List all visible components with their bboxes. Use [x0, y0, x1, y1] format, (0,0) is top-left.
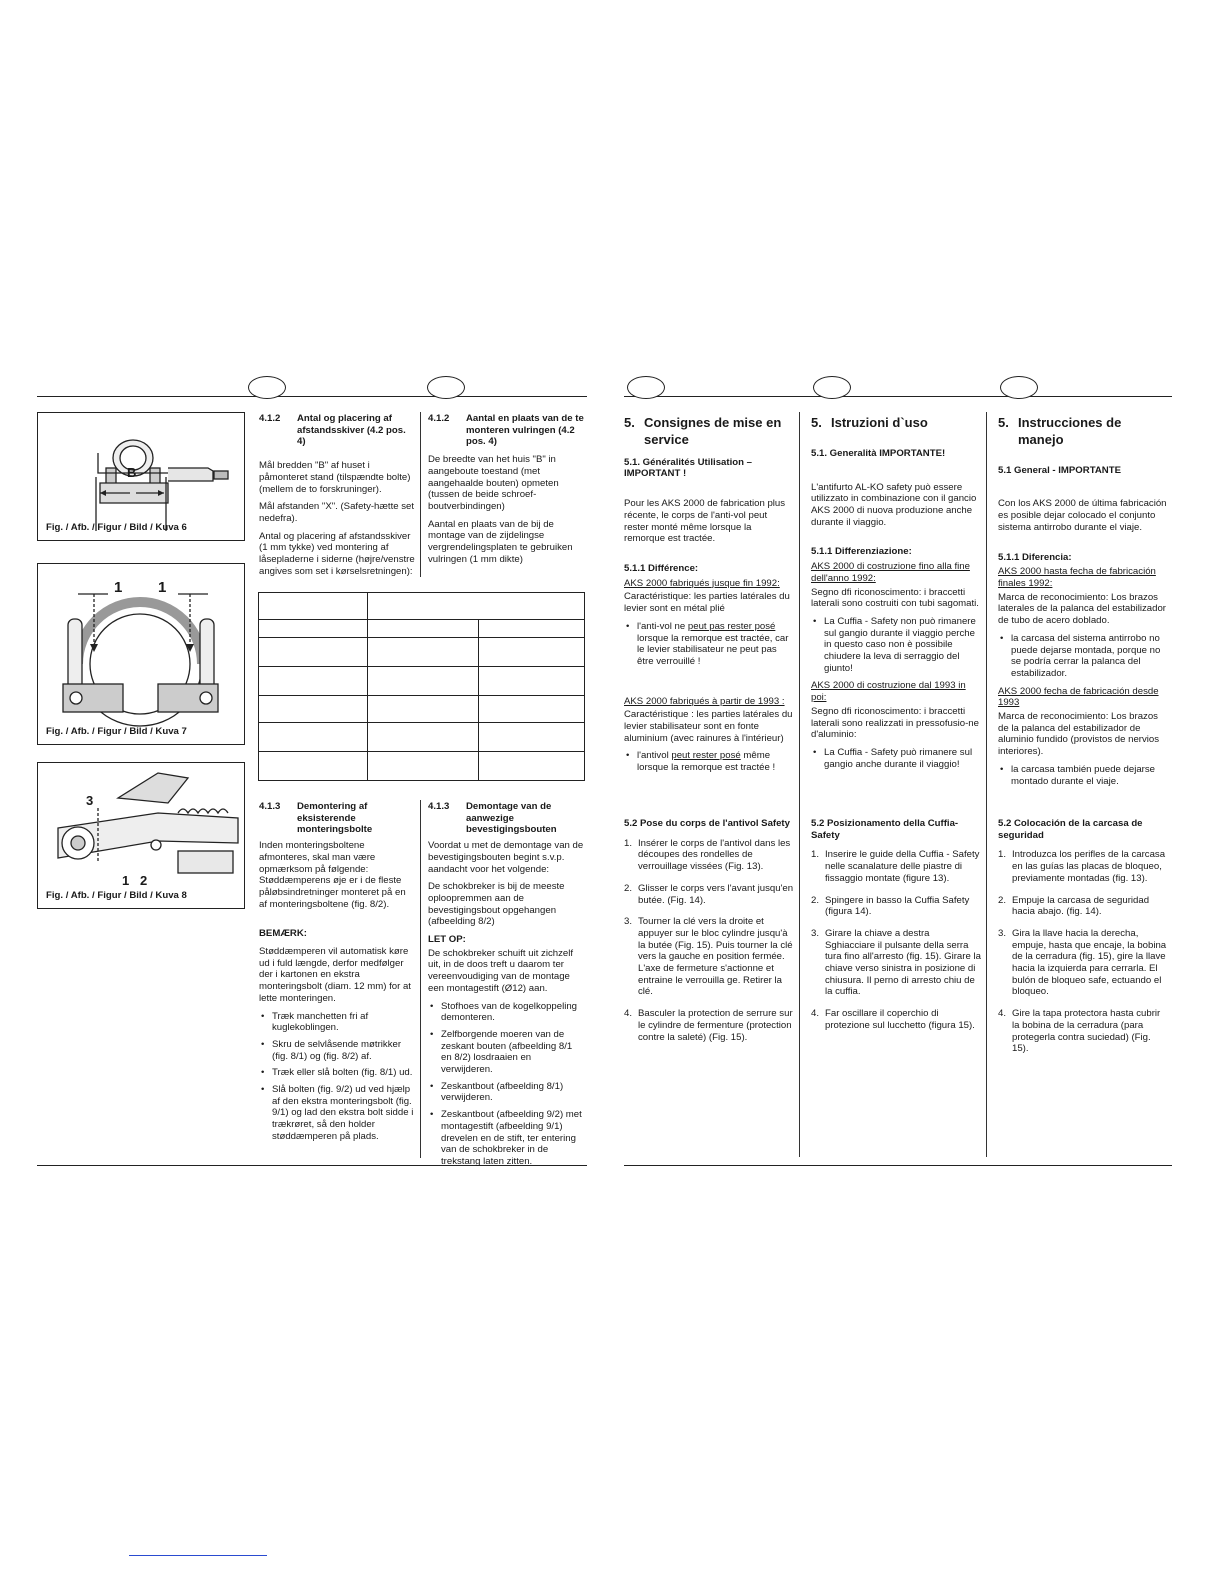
italian-heading — [811, 415, 981, 432]
table-row — [259, 723, 585, 752]
danish-412-number: 4.1.2 — [259, 413, 281, 424]
list-item — [811, 1008, 981, 1031]
step-text: Introduzca los perifles de la carcasa en las guías las placas de bloqueo, previamente montadas (fig. 13). — [1012, 849, 1166, 884]
step-number: 1. — [998, 849, 1007, 861]
table-cell — [259, 696, 368, 723]
spanish-heading-title: Instrucciones de manejo — [1018, 415, 1122, 447]
figure-6-drawing — [38, 413, 244, 540]
french-heading — [624, 415, 794, 449]
step-text: Gire la tapa protectora hasta cubrir la bobina de la cerradura (para protegerla contra suciedad) (Fig. 15). — [1012, 1008, 1161, 1055]
spanish-steps — [998, 849, 1168, 1055]
step-text: Insérer le corps de l'antivol dans les découpes des rondelles de verrouillage vissées (Fig. 13). — [638, 837, 791, 873]
french-new-bullets — [624, 750, 794, 773]
spacer-table — [258, 592, 585, 781]
danish-section-412 — [259, 413, 416, 583]
french-old-bullet-underlined: peut pas rester posé — [687, 620, 776, 632]
step-number: 4. — [624, 1008, 633, 1020]
danish-bullet-list — [259, 1011, 416, 1143]
french-old-bullets — [624, 621, 794, 668]
spanish-intro: Con los AKS 2000 de última fabricación es posible dejar colocado el conjunto sistema antirrobo durante el viaje. — [998, 498, 1167, 533]
list-item — [624, 838, 794, 873]
table-cell — [479, 620, 585, 638]
french-511-title: 5.1.1 Différence: — [624, 563, 699, 574]
list-item: • Stofhoes van de kogelkoppeling demonteren. — [428, 1001, 584, 1024]
danish-413-title: Demontering af eksisterende monteringsbolte — [297, 801, 373, 836]
french-intro: Pour les AKS 2000 de fabrication plus récente, le corps de l'anti-vol peut rester monté même lorsque la remorque est tractée. — [624, 498, 786, 545]
french-new-bullet-underlined: peut rester posé — [671, 750, 741, 762]
spanish-new-bullets — [998, 764, 1168, 787]
list-item — [624, 621, 794, 668]
list-item: • Zeskantbout (afbeelding 9/2) met montagestift (afbeelding 9/1) drevelen en de stift, ter entering van de schokbreker in de trekstang laten zitten. — [428, 1109, 584, 1168]
italian-section-52 — [811, 818, 981, 1042]
italian-heading-title: Istruzioni d`uso — [831, 415, 928, 430]
spanish-old-heading: AKS 2000 hasta fecha de fabricación finales 1992: — [998, 566, 1156, 589]
spanish-section-52 — [998, 818, 1168, 1065]
dutch-413-heading — [428, 801, 584, 836]
step-text: Girare la chiave a destra Sghiacciare il pulsante della serra tura fino all'arresto (fig. 15). Girare la chiave verso sinistra in posizione di chiusura. Il perno di arresto chiu de la cuffia. — [825, 927, 981, 998]
italian-heading-number: 5. — [811, 415, 822, 430]
divider-da-nl-bottom — [420, 800, 421, 1158]
table-cell — [479, 638, 585, 667]
table-row — [259, 593, 585, 620]
danish-412-para-1: Mål bredden "B" af huset i påmonteret stand (tilspændte bolte) (mellem de to forskruninger). — [259, 460, 411, 495]
language-oval-dutch — [427, 376, 465, 399]
danish-412-para-2: Mål afstanden "X". (Safety-hætte set nedefra). — [259, 501, 415, 524]
step-text: Tourner la clé vers la droite et appuyer sur le bloc cylindre jusqu'à la butée (Fig. 15). Puis tourner la clé vers la gauche en position fermée. L'axe de fermeture s'actionne et entraine le verrouilla ge. Retirer la clé. — [638, 916, 793, 998]
step-text: Spingere in basso la Cuffia Safety (figura 14). — [825, 894, 970, 918]
table-cell — [479, 667, 585, 696]
language-oval-danish — [248, 376, 286, 399]
italian-intro: L'antifurto AL-KO safety può essere utilizzato in combinazione con il gancio AKS 2000 di nuova produzione anche durante il viaggio. — [811, 481, 977, 528]
figure-7-label-1-left: 1 — [114, 579, 123, 596]
dutch-412-para-2: Aantal en plaats van de bij de montage van de zijdelingse vergrendelingsplaten te gebruiken vulringen (1 mm dikte) — [428, 518, 573, 565]
figure-8-caption: Fig. / Afb. / Figur / Bild / Kuva 8 — [46, 890, 187, 902]
table-row — [259, 696, 585, 723]
dutch-412-heading — [428, 413, 584, 448]
french-old-para: Caractéristique: les parties latérales du levier sont en métal plié — [624, 591, 790, 615]
italian-new-para: Segno dfi riconoscimento: i braccetti laterali sono realizzati in pressofusio-ne d'aluminio: — [811, 705, 979, 741]
step-number: 3. — [811, 927, 820, 939]
spanish-old-para: Marca de reconocimiento: Los brazos laterales de la palanca del estabilizador de tubo de acero doblado. — [998, 591, 1166, 627]
list-item — [998, 928, 1168, 998]
step-number: 4. — [998, 1008, 1007, 1020]
list-item — [998, 895, 1168, 918]
spanish-heading-number: 5. — [998, 415, 1009, 430]
dutch-412-para-1: De breedte van het huis "B" in aangeboute toestand (met aangehaalde bouten) opmeten (tussen de beide schroef-boutverbindingen) — [428, 454, 559, 512]
french-heading-title: Consignes de mise en service — [644, 415, 782, 447]
dutch-413-para-1: Voordat u met de demontage van de bevestigingsbouten begint s.v.p. aandacht voor het volgende: — [428, 840, 584, 875]
step-number: 4. — [811, 1008, 820, 1020]
french-51-title: 5.1. Généralités Utilisation – IMPORTANT ! — [624, 456, 752, 480]
list-item: • la carcasa del sistema antirrobo no puede dejarse montada, porque no se podría cerrar la palanca del estabilizador. — [998, 633, 1168, 680]
step-number: 1. — [624, 837, 633, 849]
table-cell — [368, 667, 479, 696]
spanish-new-heading: AKS 2000 fecha de fabricación desde 1993 — [998, 685, 1159, 709]
table-cell — [259, 620, 368, 638]
dutch-412-number: 4.1.2 — [428, 413, 450, 424]
list-item: • Zeskantbout (afbeelding 8/1) verwijderen. — [428, 1081, 584, 1104]
french-new-bullet-b: même lorsque la remorque est tractée ! — [637, 750, 776, 774]
spanish-column — [998, 415, 1168, 793]
spanish-511-title: 5.1.1 Diferencia: — [998, 551, 1072, 563]
dutch-413-number: 4.1.3 — [428, 801, 450, 812]
step-text: Empuje la carcasa de seguridad hacia abajo. (fig. 14). — [1012, 894, 1150, 918]
list-item: • La Cuffia - Safety non può rimanere sul gangio durante il viaggio perche in questo caso non è possibile chiudere la leva di serraggio del giunto! — [811, 616, 981, 675]
list-item — [998, 1008, 1168, 1055]
list-item — [624, 916, 794, 998]
italian-511-title: 5.1.1 Differenziazione: — [811, 546, 912, 558]
french-heading-number: 5. — [624, 415, 635, 430]
figure-7 — [37, 563, 245, 745]
spanish-heading — [998, 415, 1168, 449]
danish-412-title: Antal og placering af afstandsskiver (4.2 pos. 4) — [297, 413, 406, 448]
list-item — [624, 883, 794, 906]
list-item: • Træk eller slå bolten (fig. 8/1) ud. — [259, 1067, 416, 1079]
figure-6-caption: Fig. / Afb. / Figur / Bild / Kuva 6 — [46, 522, 187, 534]
figure-8-label-1: 1 — [122, 873, 130, 888]
figure-7-label-1-right: 1 — [158, 579, 167, 596]
table-cell — [368, 620, 479, 638]
top-rule-left — [37, 396, 587, 397]
french-old-bullet-a: l'anti-vol ne — [637, 620, 688, 632]
french-new-heading: AKS 2000 fabriqués à partir de 1993 : — [624, 695, 785, 707]
table-cell — [259, 667, 368, 696]
spanish-new-para: Marca de reconocimiento: Los brazos de la palanca del estabilizador de aluminio fundido (provistos de nervios interiores). — [998, 711, 1160, 758]
danish-413-para: Inden monteringsboltene afmonteres, skal man være opmærksom på følgende: Støddæmperens øje er i de fleste påløbsindretninger monteret på en af monteringsboltene (fig. 8/2). — [259, 840, 406, 910]
dutch-bullet-list — [428, 1001, 584, 1168]
table-cell — [259, 593, 368, 620]
divider-it-es — [986, 412, 987, 1157]
table-cell — [368, 593, 585, 620]
step-text: Inserire le guide della Cuffia - Safety nelle scanalature delle piastre di fissaggio montate (figure 13). — [825, 849, 980, 884]
figure-6 — [37, 412, 245, 541]
list-item — [998, 849, 1168, 884]
language-oval-spanish — [1000, 376, 1038, 399]
danish-section-413 — [259, 801, 416, 1149]
figure-8-label-3: 3 — [86, 793, 94, 808]
table-cell — [368, 638, 479, 667]
french-steps — [624, 838, 794, 1044]
table-row — [259, 638, 585, 667]
step-text: Basculer la protection de serrure sur le cylindre de fermenture (protection contre la saleté) (Fig. 15). — [638, 1008, 793, 1043]
step-number: 2. — [998, 894, 1007, 906]
figure-6-label-b: B — [127, 465, 137, 480]
spanish-52-title: 5.2 Colocación de la carcasa de seguridad — [998, 818, 1143, 841]
italian-old-bullets — [811, 616, 981, 675]
danish-413-number: 4.1.3 — [259, 801, 281, 812]
dutch-413-para-2: De schokbreker is bij de meeste oploopremmen aan de bevestigingsbout opgehangen (afbeelding 8/2) — [428, 881, 565, 928]
danish-note-para: Støddæmperen vil automatisk køre ud i fuld længde, derfor medfølger der i kartonen en ekstra monteringsbolt (diam. 12 mm) for at lette monteringen. — [259, 946, 411, 1004]
table-cell — [259, 723, 368, 752]
dutch-412-title: Aantal en plaats van de te monteren vulringen (4.2 pos. 4) — [466, 413, 584, 448]
divider-fr-it — [799, 412, 800, 1157]
table-cell — [479, 696, 585, 723]
danish-412-para-3: Antal og placering af afstandsskiver (1 mm tykke) ved montering af låsepladerne i siderne (højre/venstre angives som set i kørselsretningen): — [259, 530, 415, 577]
italian-old-para: Segno dfi riconoscimento: i braccetti laterali sono costruiti con tubi sagomati. — [811, 586, 979, 610]
dutch-413-title: Demontage van de aanwezige bevestigingsbouten — [466, 801, 557, 836]
table-cell — [479, 752, 585, 781]
list-item — [811, 895, 981, 918]
french-new-para: Caractéristique : les parties latérales du levier stabilisateur sont en fonte aluminium (avec rainures à l'intérieur) — [624, 709, 793, 744]
figure-8 — [37, 762, 245, 909]
dutch-note-title: LET OP: — [428, 934, 466, 946]
list-item: • la carcasa también puede dejarse montado durante el viaje. — [998, 764, 1168, 787]
list-item: • Træk manchetten fri af kuglekoblingen. — [259, 1011, 416, 1034]
italian-new-heading: AKS 2000 di costruzione dal 1993 in poi: — [811, 680, 966, 704]
italian-52-title: 5.2 Posizionamento della Cuffia-Safety — [811, 818, 959, 841]
french-new-bullet-a: l'antivol — [637, 750, 672, 762]
figure-7-drawing — [38, 564, 244, 744]
list-item — [624, 750, 794, 773]
spanish-51-title: 5.1 General - IMPORTANTE — [998, 464, 1121, 476]
divider-da-nl-top — [420, 412, 421, 577]
table-cell — [259, 752, 368, 781]
italian-new-bullets — [811, 747, 981, 770]
italian-old-heading: AKS 2000 di costruzione fino alla fine dell'anno 1992: — [811, 561, 970, 584]
spanish-old-bullets — [998, 633, 1168, 680]
french-old-bullet-b: lorsque la remorque est tractée, car le levier stabilisateur ne peut pas être verrouillé ! — [637, 632, 789, 667]
table-cell — [368, 723, 479, 752]
table-cell — [368, 696, 479, 723]
list-item: • Skru de selvlåsende møtrikker (fig. 8/1) og (fig. 8/2) af. — [259, 1039, 416, 1062]
list-item: • Zelfborgende moeren van de zeskant bouten (afbeelding 8/1 en 8/2) losdraaien en verwijderen. — [428, 1029, 584, 1076]
language-oval-french — [627, 376, 665, 399]
list-item — [811, 849, 981, 884]
table-row — [259, 752, 585, 781]
dutch-note-para: De schokbreker schuift uit zichzelf uit, in de doos treft u daarom ter vereenvoudiging van de montage een montagestift (Ø12) aan. — [428, 947, 574, 994]
step-text: Gira la llave hacia la derecha, empuje, hasta que encaje, la bobina de la cerradura (fig. 15), gire la llave hacia la izquierda para cerrarla. El bulón de bloqueo safe, ectuando el bloqueo. — [1012, 927, 1167, 998]
step-number: 2. — [624, 882, 633, 894]
list-item: • Slå bolten (fig. 9/2) ud ved hjælp af den ekstra monteringsbolt (fig. 9/1) og lad den ekstra bolt sidde i trækrøret, så den holder støddæmperen på plads. — [259, 1084, 416, 1143]
list-item — [624, 1008, 794, 1043]
language-oval-italian — [813, 376, 851, 399]
figure-8-label-2: 2 — [140, 873, 148, 888]
table-cell — [479, 723, 585, 752]
list-item: • La Cuffia - Safety può rimanere sul gangio anche durante il viaggio! — [811, 747, 981, 770]
table-row — [259, 667, 585, 696]
italian-51-title: 5.1. Generalità IMPORTANTE! — [811, 447, 946, 459]
french-column — [624, 415, 794, 780]
italian-steps — [811, 849, 981, 1031]
dutch-section-412 — [428, 413, 584, 571]
table-row — [259, 620, 585, 638]
table-cell — [259, 638, 368, 667]
french-section-52 — [624, 818, 794, 1053]
footer-link-underline[interactable] — [129, 1555, 267, 1556]
danish-413-heading — [259, 801, 416, 836]
list-item — [811, 928, 981, 998]
top-rule-right — [624, 396, 1172, 397]
italian-column — [811, 415, 981, 776]
table-cell — [368, 752, 479, 781]
french-old-heading: AKS 2000 fabriqués jusque fin 1992: — [624, 577, 780, 589]
dutch-section-413 — [428, 801, 584, 1174]
step-text: Glisser le corps vers l'avant jusqu'en butée. (Fig. 14). — [638, 882, 794, 906]
step-text: Far oscillare il coperchio di protezione sul lucchetto (figura 15). — [825, 1008, 975, 1031]
step-number: 1. — [811, 849, 820, 861]
step-number: 2. — [811, 894, 820, 906]
danish-412-heading — [259, 413, 416, 448]
french-52-title: 5.2 Pose du corps de l'antivol Safety — [624, 818, 790, 829]
step-number: 3. — [624, 916, 633, 928]
figure-7-caption: Fig. / Afb. / Figur / Bild / Kuva 7 — [46, 726, 187, 738]
step-number: 3. — [998, 927, 1007, 939]
danish-note-title: BEMÆRK: — [259, 928, 307, 940]
bottom-rule-right — [624, 1165, 1172, 1166]
